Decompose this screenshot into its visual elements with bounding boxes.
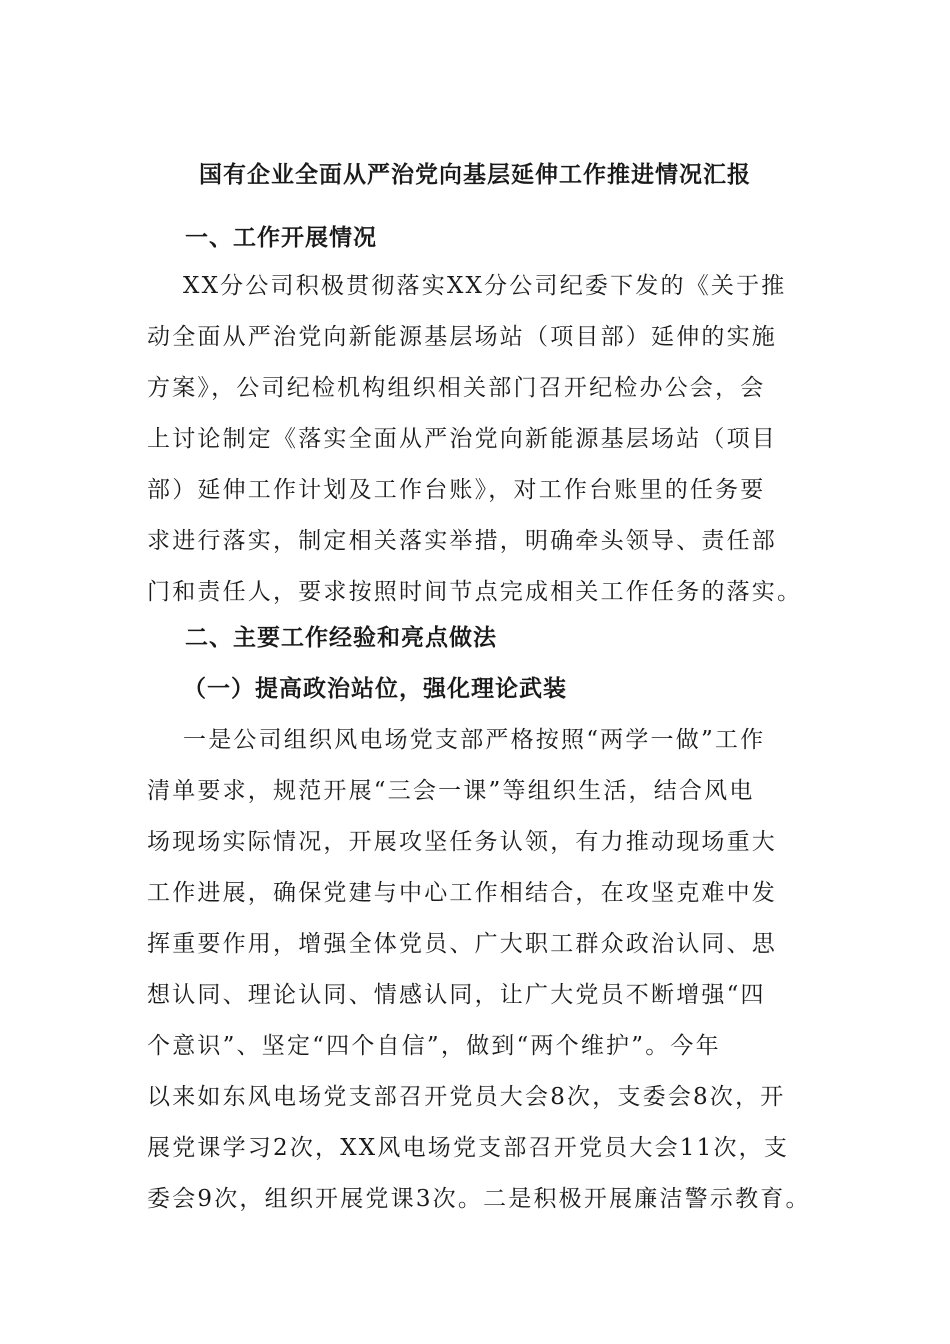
paragraph-line: 以来如东风电场党支部召开党员大会8次，支委会8次，开 [147,1084,786,1110]
paragraph-line: 一是公司组织风电场党支部严格按照“两学一做”工作 [183,727,766,753]
section-1-paragraph [147,266,807,623]
paragraph-line: 门和责任人，要求按照时间节点完成相关工作任务的落实。 [147,579,803,605]
paragraph-line: 挥重要作用，增强全体党员、广大职工群众政治认同、思 [147,931,777,957]
document-title: 国有企业全面从严治党向基层延伸工作推进情况汇报 [199,161,751,188]
section-1-heading: 一、工作开展情况 [185,224,377,251]
paragraph-line: 清单要求，规范开展“三会一课”等组织生活，结合风电 [147,778,755,804]
paragraph-line: 委会9次，组织开展党课3次。二是积极开展廉洁警示教育。 [147,1186,811,1212]
paragraph-line: 上讨论制定《落实全面从严治党向新能源基层场站（项目 [147,426,777,452]
paragraph-line: 个意识”、坚定“四个自信”，做到“两个维护”。今年 [147,1033,721,1059]
paragraph-line: 展党课学习2次，XX风电场党支部召开党员大会11次，支 [147,1135,790,1161]
paragraph-line: 求进行落实，制定相关落实举措，明确牵头领导、责任部 [147,528,777,554]
paragraph-line: 工作进展，确保党建与中心工作相结合，在攻坚克难中发 [147,880,777,906]
paragraph-line: XX分公司积极贯彻落实XX分公司纪委下发的《关于推 [183,273,787,299]
paragraph-line: 动全面从严治党向新能源基层场站（项目部）延伸的实施 [147,324,777,350]
subsection-1-paragraph [147,720,811,1230]
paragraph-line: 方案》，公司纪检机构组织相关部门召开纪检办公会，会 [147,375,766,401]
paragraph-line: 部）延伸工作计划及工作台账》，对工作台账里的任务要 [147,477,766,503]
subsection-1-heading: （一）提高政治站位，强化理论武装 [183,675,567,702]
paragraph-line: 场现场实际情况，开展攻坚任务认领，有力推动现场重大 [147,829,777,855]
section-2-heading: 二、主要工作经验和亮点做法 [185,624,497,651]
paragraph-line: 想认同、理论认同、情感认同，让广大党员不断增强“四 [147,982,766,1008]
